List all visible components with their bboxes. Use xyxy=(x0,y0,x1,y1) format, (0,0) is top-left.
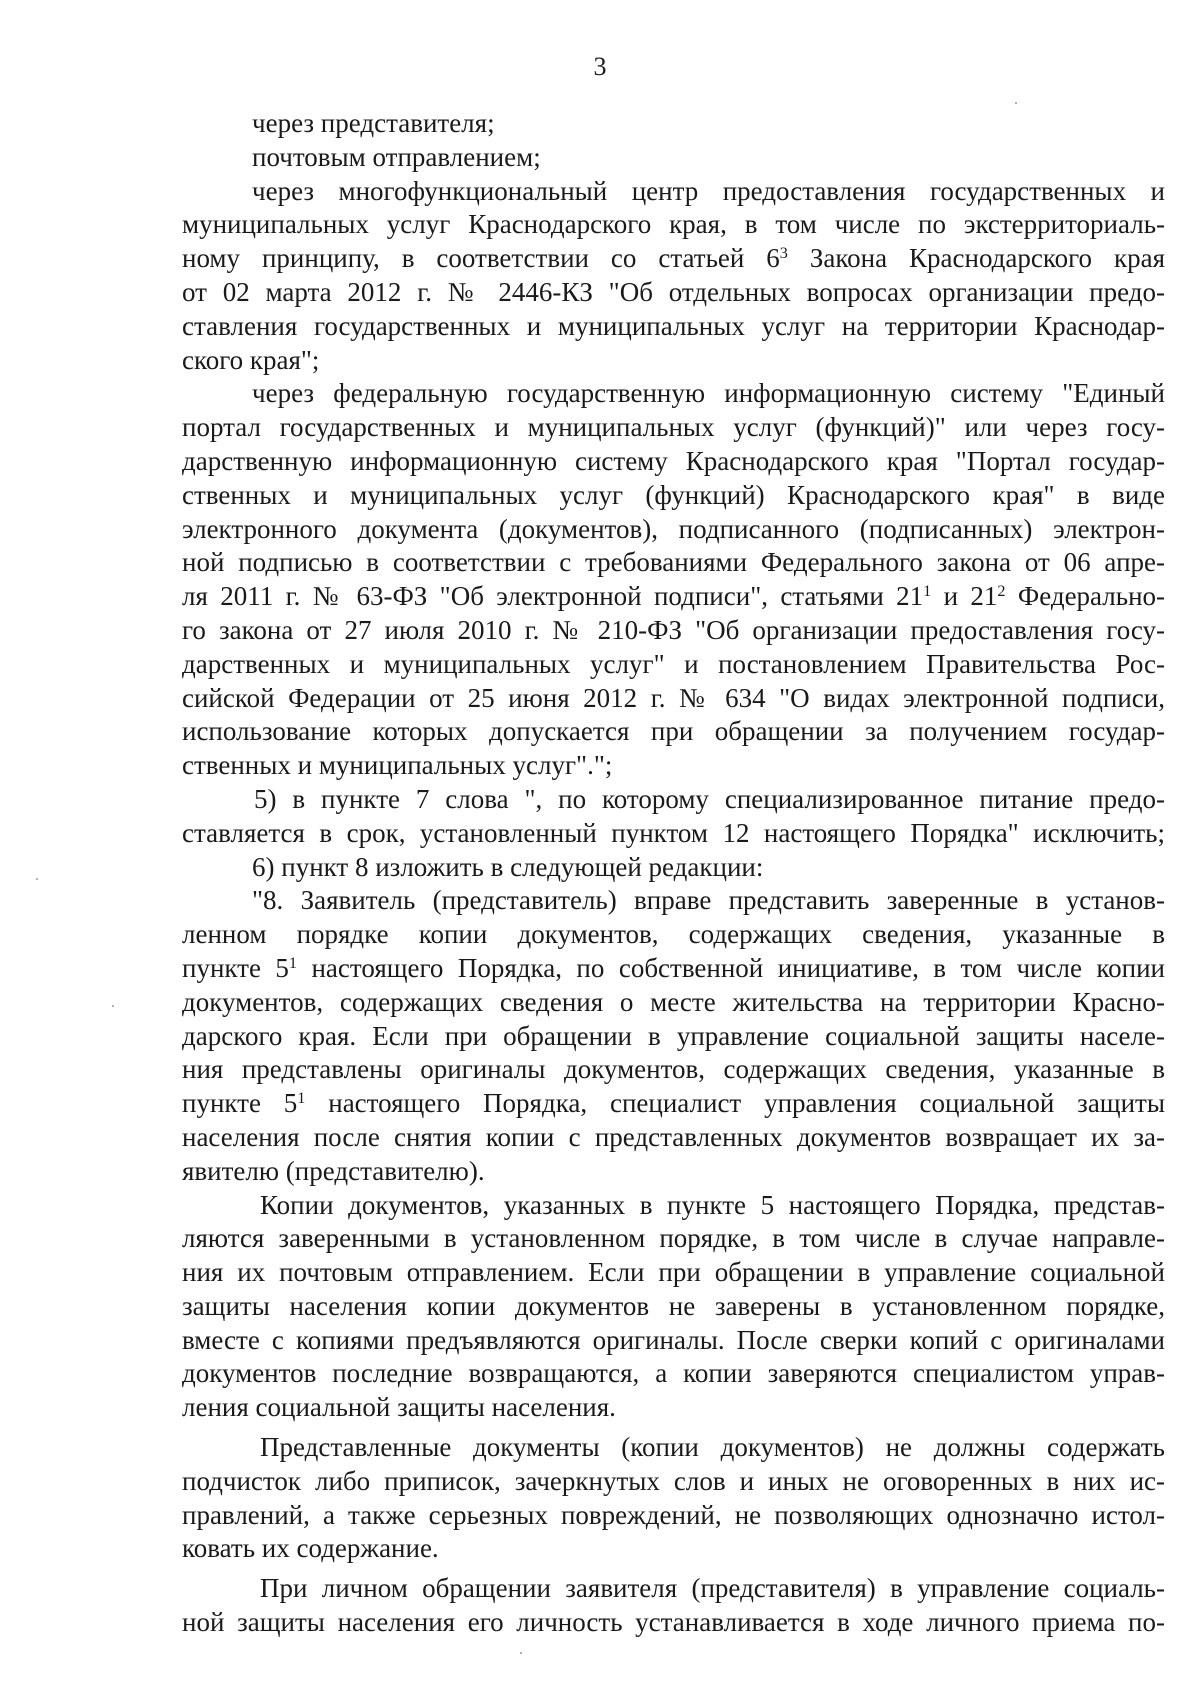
scan-speck xyxy=(1015,102,1017,104)
text-line: "8. Заявитель (представитель) вправе представить заверенные в установ- xyxy=(252,885,1165,916)
text-line: дарского края. Если при обращении в управление социальной защиты населе- xyxy=(182,1020,1165,1051)
text-line: ставляется в срок, установленный пунктом 12 настоящего Порядка" исключить; xyxy=(182,817,1165,848)
text-line: через представителя; xyxy=(252,108,495,138)
text-line: Представленные документы (копии документов) не должны содержать xyxy=(260,1432,1165,1463)
document-body xyxy=(182,107,1165,1640)
text-fragment: ному принципу, в соответствии со статьей 6 xyxy=(182,243,780,274)
text-line: через многофункциональный центр предоставления государственных и xyxy=(252,175,1165,206)
text-line: ной подписью в соответствии с требованиями Федерального закона от 06 апре- xyxy=(182,547,1165,578)
text-line: ляются заверенными в установленном порядке, в том числе в случае направле- xyxy=(182,1223,1165,1254)
text-line: муниципальных услуг Краснодарского края, в том числе по экстерриториаль- xyxy=(182,209,1165,240)
text-fragment: ля 2011 г. № 63-ФЗ "Об электронной подписи", статьями 21 xyxy=(182,581,924,612)
text-line: дарственную информационную систему Краснодарского края "Портал государ- xyxy=(182,445,1165,476)
text-fragment: пункте 5 xyxy=(182,1088,298,1119)
scan-speck xyxy=(520,1652,522,1654)
text-fragment: и 21 xyxy=(943,581,998,612)
superscript: 1 xyxy=(923,582,932,601)
text-line: правлений, а также серьезных повреждений, не позволяющих однозначно истол- xyxy=(182,1499,1165,1530)
text-line: дарственных и муниципальных услуг" и постановлением Правительства Рос- xyxy=(182,648,1165,679)
text-line xyxy=(182,1087,1165,1121)
text-line: подчисток либо приписок, зачеркнутых слов и иных не оговоренных в них ис- xyxy=(182,1465,1165,1496)
text-line: ной защиты населения его личность устанавливается в ходе личного приема по- xyxy=(182,1607,1165,1638)
text-line: ского края"; xyxy=(182,344,320,375)
text-line: вместе с копиями предъявляются оригиналы. После сверки копий с оригиналами xyxy=(182,1324,1165,1355)
text-line: портал государственных и муниципальных услуг (функций)" или через госу- xyxy=(182,412,1165,443)
text-line: Копии документов, указанных в пункте 5 настоящего Порядка, представ- xyxy=(260,1189,1165,1220)
text-line: через федеральную государственную информационную систему "Единый xyxy=(252,378,1165,409)
text-fragment: пункте 5 xyxy=(182,952,289,983)
text-line xyxy=(182,242,1165,276)
text-line: электронного документа (документов), подписанного (подписанных) электрон- xyxy=(182,513,1165,544)
page-number: 3 xyxy=(593,52,607,81)
text-line xyxy=(182,952,1165,986)
scan-speck xyxy=(112,1005,114,1007)
text-line: населения после снятия копии с представленных документов возвращает их за- xyxy=(182,1121,1165,1152)
text-line xyxy=(182,580,1165,614)
text-line: почтовым отправлением; xyxy=(252,141,541,172)
superscript: 1 xyxy=(288,954,297,973)
text-fragment: настоящего Порядка, по собственной инициативе, в том числе копии xyxy=(311,952,1165,983)
text-line: от 02 марта 2012 г. № 2446-КЗ "Об отдельных вопросах организации предо- xyxy=(182,276,1165,307)
scan-speck xyxy=(36,878,38,880)
superscript: 3 xyxy=(779,244,788,263)
text-line: 5) в пункте 7 слова ", по которому специализированное питание предо- xyxy=(254,783,1165,814)
text-line: ления социальной защиты населения. xyxy=(182,1392,616,1423)
superscript: 2 xyxy=(997,582,1006,601)
text-line: сийской Федерации от 25 июня 2012 г. № 634 "О видах электронной подписи, xyxy=(182,682,1165,713)
text-line: явителю (представителю). xyxy=(182,1155,485,1186)
text-line: документов последние возвращаются, а копии заверяются специалистом управ- xyxy=(182,1358,1165,1389)
text-line: ния представлены оригиналы документов, содержащих сведения, указанные в xyxy=(182,1054,1165,1085)
text-line: защиты населения копии документов не заверены в установленном порядке, xyxy=(182,1290,1165,1321)
text-line: ственных и муниципальных услуг"."; xyxy=(182,750,613,781)
superscript: 1 xyxy=(297,1089,306,1108)
text-line: ставления государственных и муниципальных услуг на территории Краснодар- xyxy=(182,310,1165,341)
text-line: использование которых допускается при обращении за получением государ- xyxy=(182,716,1165,747)
text-line: документов, содержащих сведения о месте жительства на территории Красно- xyxy=(182,986,1165,1017)
text-line: ственных и муниципальных услуг (функций) Краснодарского края" в виде xyxy=(182,479,1165,510)
text-line: го закона от 27 июля 2010 г. № 210-ФЗ "Об организации предоставления госу- xyxy=(182,614,1165,645)
text-line: При личном обращении заявителя (представителя) в управление социаль- xyxy=(260,1573,1165,1604)
text-line: ния их почтовым отправлением. Если при обращении в управление социальной xyxy=(182,1257,1165,1288)
text-fragment: Федерально- xyxy=(1017,581,1166,612)
text-line: ленном порядке копии документов, содержащих сведения, указанные в xyxy=(182,919,1165,950)
text-fragment: настоящего Порядка, специалист управления социальной защиты xyxy=(328,1088,1165,1119)
text-fragment: Закона Краснодарского края xyxy=(809,243,1165,274)
text-line: 6) пункт 8 изложить в следующей редакции: xyxy=(252,851,764,882)
text-line: ковать их содержание. xyxy=(182,1533,439,1564)
